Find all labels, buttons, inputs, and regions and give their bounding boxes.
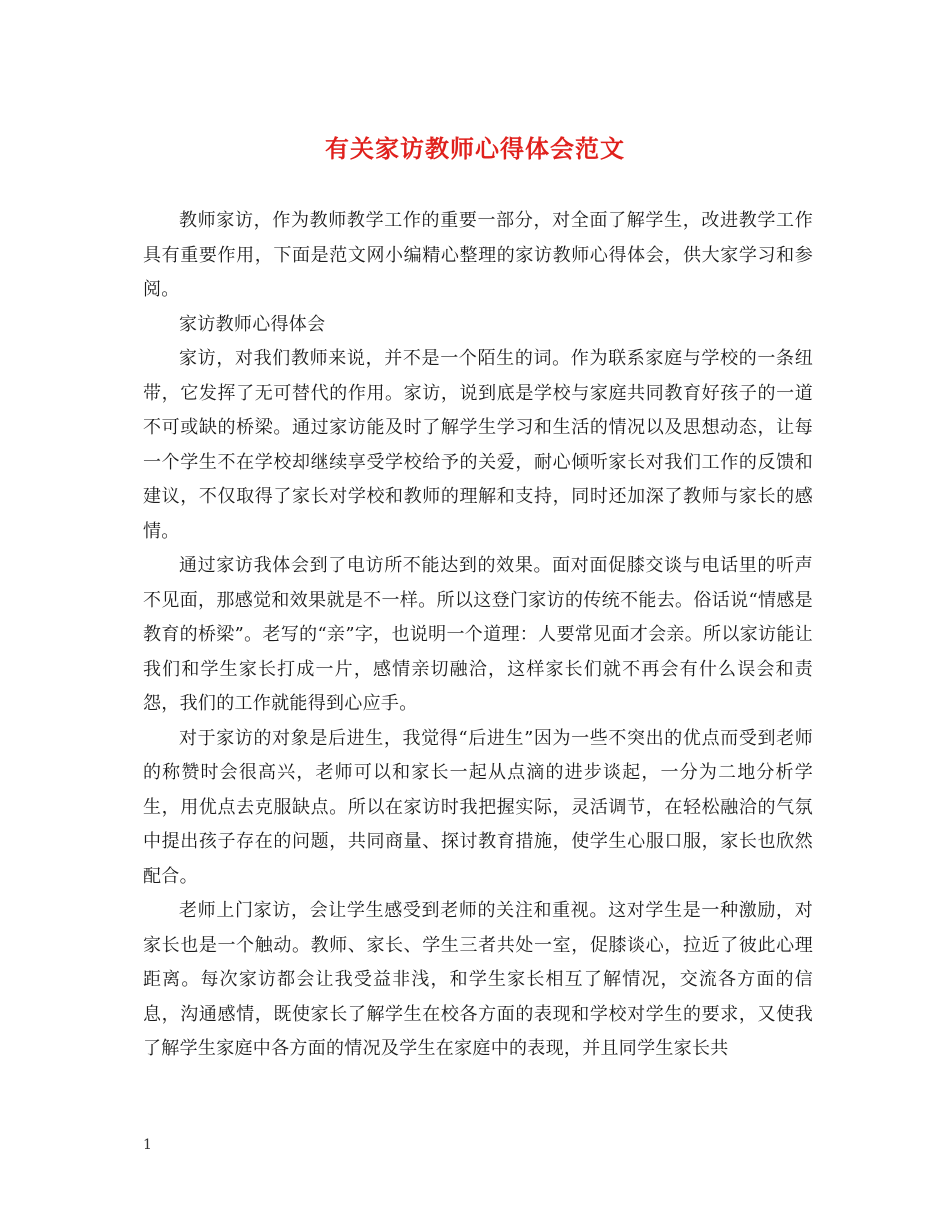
document-body — [143, 204, 813, 1067]
paragraph: 对于家访的对象是后进生，我觉得“后进生”因为一些不突出的优点而受到老师的称赞时会很高兴，老师可以和家长一起从点滴的进步谈起，一分为二地分析学生，用优点去克服缺点。所以在家访时我把握实际，灵活调节，在轻松融洽的气氛中提出孩子存在的问题，共同商量、探讨教育措施，使学生心服口服，家长也欣然配合。 — [143, 727, 813, 887]
page-number: 1 — [143, 1137, 152, 1153]
paragraph: 通过家访我体会到了电访所不能达到的效果。面对面促膝交谈与电话里的听声不见面，那感觉和效果就是不一样。所以这登门家访的传统不能去。俗话说“情感是教育的桥梁”。老写的“亲”字，也说明一个道理：人要常见面才会亲。所以家访能让我们和学生家长打成一片，感情亲切融洽，这样家长们就不再会有什么误会和责怨，我们的工作就能得到心应手。 — [143, 555, 813, 714]
paragraph: 老师上门家访，会让学生感受到老师的关注和重视。这对学生是一种激励，对家长也是一个触动。教师、家长、学生三者共处一室，促膝谈心，拉近了彼此心理距离。每次家访都会让我受益非浅，和学生家长相互了解情况，交流各方面的信息，沟通感情，既使家长了解学生在校各方面的表现和学校对学生的要求，又使我了解学生家庭中各方面的情况及学生在家庭中的表现，并且同学生家长共 — [143, 900, 813, 1059]
paragraph-intro: 教师家访，作为教师教学工作的重要一部分，对全面了解学生，改进教学工作具有重要作用，下面是范文网小编精心整理的家访教师心得体会，供大家学习和参阅。 — [143, 210, 813, 300]
section-heading: 家访教师心得体会 — [179, 313, 326, 335]
document-title: 有关家访教师心得体会范文 — [325, 134, 625, 163]
paragraph: 家访，对我们教师来说，并不是一个陌生的词。作为联系家庭与学校的一条纽带，它发挥了无可替代的作用。家访，说到底是学校与家庭共同教育好孩子的一道不可或缺的桥梁。通过家访能及时了解学生学习和生活的情况以及思想动态，让每一个学生不在学校却继续享受学校给予的关爱，耐心倾听家长对我们工作的反馈和建议，不仅取得了家长对学校和教师的理解和支持，同时还加深了教师与家长的感情。 — [143, 348, 813, 542]
